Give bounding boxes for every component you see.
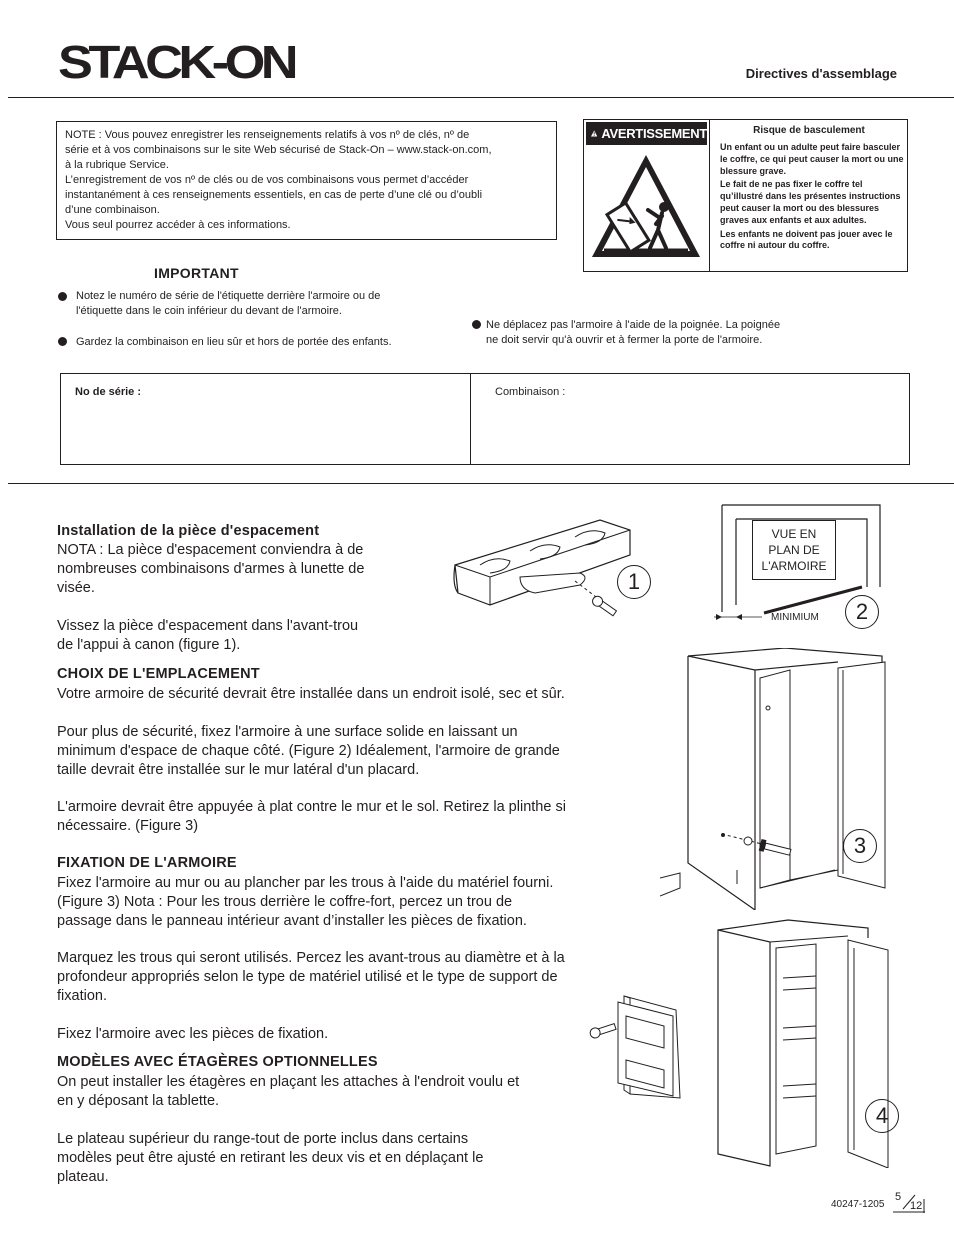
bullet-text: l'étiquette dans le coin inférieur du devant de l'armoire. (76, 305, 342, 317)
note-line: d’une combinaison. (65, 204, 160, 216)
text-line: nécessaire. (Figure 3) (57, 818, 199, 834)
bullet-dot (58, 337, 67, 346)
text-line: de l'appui à canon (figure 1). (57, 637, 241, 653)
warning-text (720, 142, 906, 254)
location-p1 (57, 685, 565, 704)
record-box (60, 373, 910, 465)
fixing-p2 (57, 949, 565, 1006)
note-line: série et à vos combinaisons sur le site Web sécurisé de Stack-On – www.stack-on.com, (65, 144, 492, 156)
important-heading: IMPORTANT (154, 265, 239, 281)
text-line: L'armoire devrait être appuyée à plat contre le mur et le sol. Retirez la plinthe si (57, 799, 566, 815)
location-p2 (57, 723, 560, 780)
important-bullet-handle (486, 318, 780, 348)
warning-title: Risque de basculement (753, 125, 865, 136)
text-line: Vissez la pièce d'espacement dans l'avant-trou (57, 618, 359, 634)
note-line: NOTE : Vous pouvez enregistrer les renseignements relatifs à vos nº de clés, nº de (65, 129, 470, 141)
text-line: visée. (57, 580, 95, 596)
text-line: Fixez l'armoire au mur ou au plancher par les trous à l'aide du matériel fourni. (57, 875, 554, 891)
location-heading: CHOIX DE L'EMPLACEMENT (57, 666, 260, 682)
spacer-heading: Installation de la pièce d'espacement (57, 523, 320, 539)
page-fraction (893, 1191, 925, 1213)
label-line: L'ARMOIRE (761, 559, 827, 573)
registration-note (56, 121, 557, 240)
logo-lettering: STACK-ON (58, 38, 297, 82)
text-line: nombreuses combinaisons d'armes à lunette de (57, 561, 365, 577)
bullet-text: ne doit servir qu'à ouvrir et à fermer la porte de l'armoire. (486, 334, 763, 346)
text-line: modèles peut être ajusté en retirant les deux vis et en déplaçant le (57, 1150, 484, 1166)
minimum-label: MINIMIUM (771, 612, 819, 623)
page-total: 12 (910, 1200, 923, 1212)
label-line: VUE EN (771, 527, 817, 541)
page-number: 5 (895, 1191, 902, 1203)
text-line: NOTA : La pièce d'espacement conviendra à de (57, 542, 364, 558)
header-rule (8, 97, 954, 98)
text-line: On peut installer les étagères en plaçant les attaches à l'endroit voulu et (57, 1074, 520, 1090)
serial-number-label: No de série : (75, 386, 142, 398)
warning-paragraph: Les enfants ne doivent pas jouer avec le coffre ni autour du coffre. (720, 228, 893, 251)
text-line: Votre armoire de sécurité devrait être installée dans un endroit isolé, sec et sûr. (57, 686, 565, 702)
text-line: plateau. (57, 1169, 109, 1185)
text-line: (Figure 3) Nota : Pour les trous derrière le coffre-fort, percez un trou de (57, 894, 513, 910)
tip-over-hazard-icon (590, 152, 702, 262)
bullet-text: Ne déplacez pas l'armoire à l'aide de la poignée. La poignée (486, 319, 781, 331)
tip-over-warning (583, 119, 908, 272)
spacer-note (57, 541, 364, 598)
note-line: Vous seul pourrez accéder à ces informations. (65, 219, 291, 231)
spacer-instruction (57, 617, 358, 655)
figure-4-number: 4 (865, 1099, 899, 1133)
warning-paragraph: Le fait de ne pas fixer le coffre tel qu’illustré dans les présentes instructions peut causer la mort ou des blessures graves aux enfants et aux adultes. (720, 179, 901, 225)
bullet-text: Notez le numéro de série de l'étiquette derrière l'armoire ou de (76, 290, 381, 302)
warning-divider (709, 120, 710, 271)
shelves-p2 (57, 1130, 483, 1187)
page-title: Directives d'assemblage (745, 66, 897, 81)
figure-3-cabinet-anchoring-illustration (660, 648, 890, 910)
top-view-label (752, 520, 836, 580)
text-line: en y déposant la tablette. (57, 1093, 220, 1109)
figure-4-shelves-illustration (588, 918, 908, 1168)
fixing-heading: FIXATION DE L'ARMOIRE (57, 855, 237, 871)
text-line: profondeur appropriés selon le type de matériel utilisé et le type de support de (57, 969, 558, 985)
figure-1-number: 1 (617, 565, 651, 599)
text-line: passage dans le panneau intérieur avant d’installer les pièces de fixation. (57, 913, 527, 929)
bullet-dot (58, 292, 67, 301)
label-line: PLAN DE (768, 543, 820, 557)
location-p3 (57, 798, 566, 836)
document-number: 40247-1205 (831, 1199, 885, 1210)
text-line: Fixez l'armoire avec les pièces de fixation. (57, 1026, 329, 1042)
combination-label: Combinaison : (495, 386, 566, 398)
warning-paragraph: Un enfant ou un adulte peut faire basculer le coffre, ce qui peut causer la mort ou une blessure grave. (720, 142, 904, 176)
figure-2-number: 2 (845, 595, 879, 629)
figure-1-spacer-illustration (450, 515, 640, 625)
text-line: taille devrait être installée sur le mur latéral d'un placard. (57, 762, 420, 778)
fixing-p3 (57, 1025, 328, 1044)
alert-triangle-icon (591, 126, 597, 141)
warning-badge-label: AVERTISSEMENT (601, 126, 707, 141)
figure-3-number: 3 (843, 829, 877, 863)
fixing-p1 (57, 874, 553, 931)
text-line: Marquez les trous qui seront utilisés. Percez les avant-trous au diamètre et à la (57, 950, 565, 966)
bullet-dot (472, 320, 481, 329)
note-line: à la rubrique Service. (65, 159, 169, 171)
note-line: L’enregistrement de vos nº de clés ou de vos combinaisons vous permet d’accéder (65, 174, 469, 186)
text-line: minimum d'espace de chaque côté. (Figure 2) Idéalement, l'armoire de grande (57, 743, 560, 759)
record-divider (470, 374, 471, 464)
note-line: instantanément à ces renseignements essentiels, en cas de perte d’une clé ou d’oubli (65, 189, 483, 201)
text-line: fixation. (57, 988, 107, 1004)
text-line: Pour plus de sécurité, fixez l'armoire à une surface solide en laissant un (57, 724, 518, 740)
warning-badge (586, 122, 707, 145)
important-bullet-combination: Gardez la combinaison en lieu sûr et hors de portée des enfants. (76, 336, 392, 348)
text-line: Le plateau supérieur du range-tout de porte inclus dans certains (57, 1131, 469, 1147)
important-bullet-serial (76, 289, 380, 319)
shelves-p1 (57, 1073, 519, 1111)
shelves-heading: MODÈLES AVEC ÉTAGÈRES OPTIONNELLES (57, 1054, 378, 1070)
section-rule (8, 483, 954, 484)
stack-on-logo (58, 38, 298, 82)
